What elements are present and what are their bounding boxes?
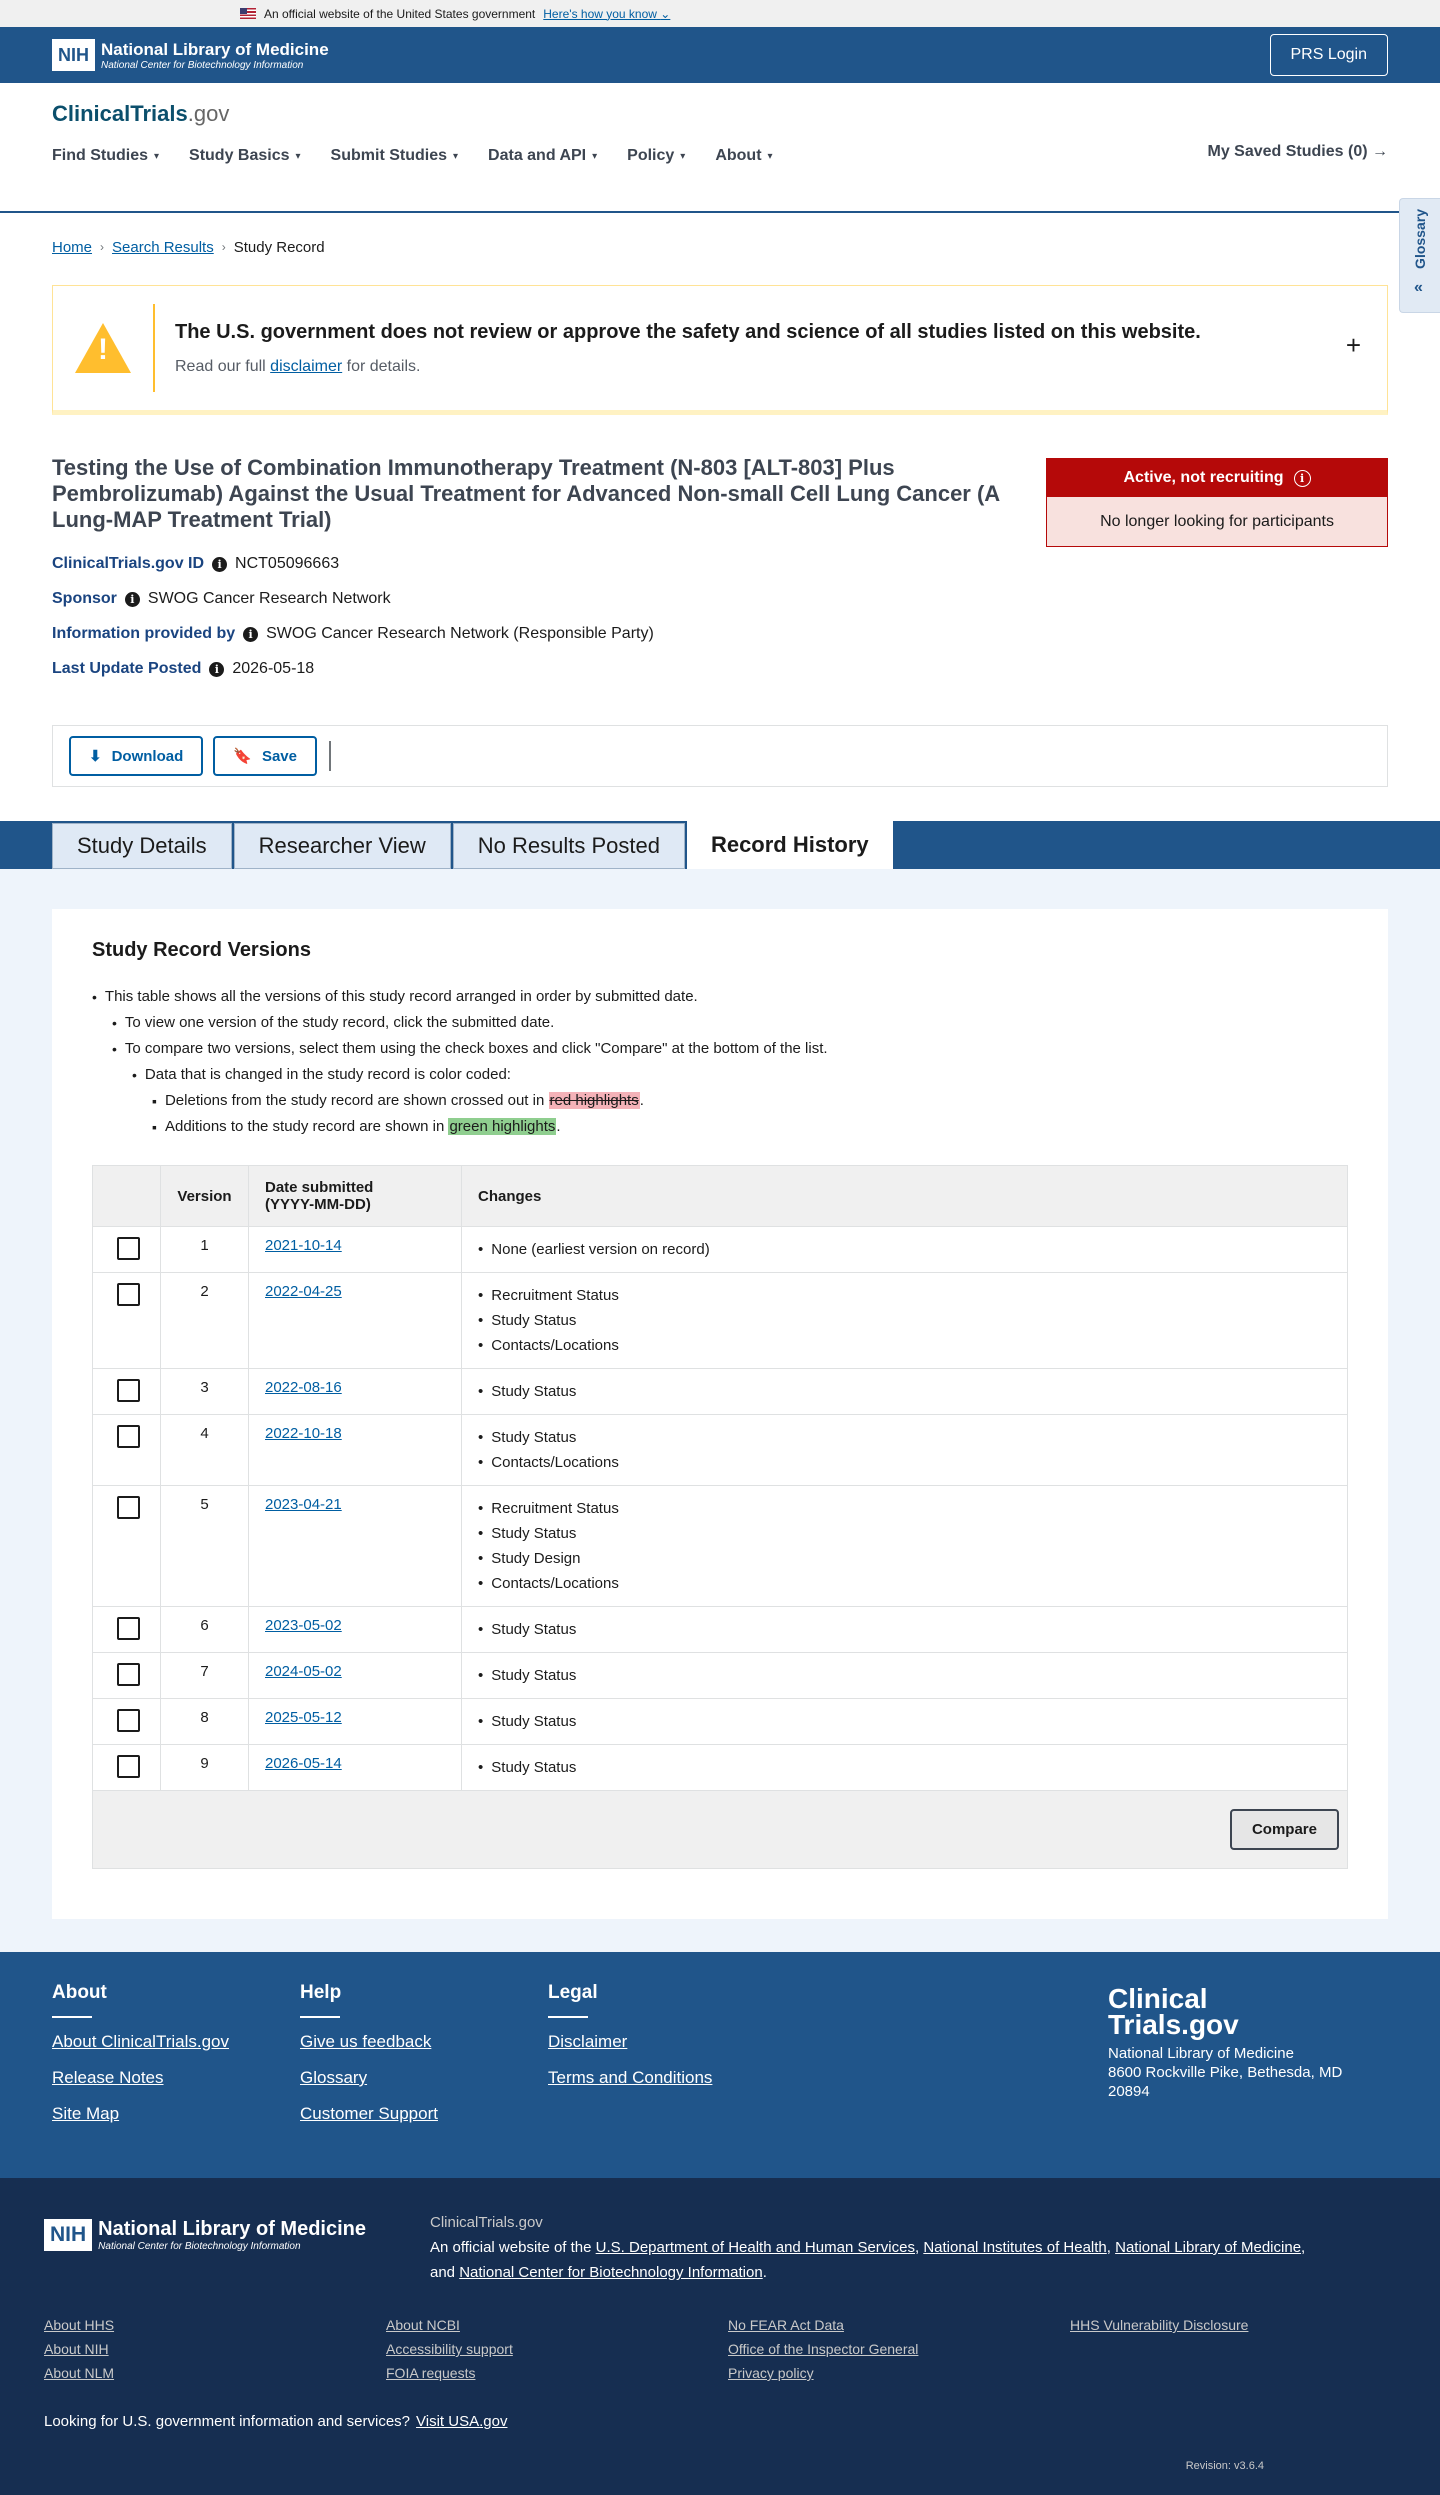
- footer-brand: [1108, 1983, 1343, 2101]
- footer-link-about[interactable]: About ClinicalTrials.gov: [52, 2032, 229, 2051]
- version-checkbox[interactable]: [117, 1709, 140, 1732]
- version-date-link[interactable]: 2022-04-25: [265, 1283, 342, 1300]
- change-item: • Study Status: [478, 1667, 577, 1684]
- warning-icon: !: [75, 323, 131, 373]
- link-foia[interactable]: FOIA requests: [386, 2365, 476, 2381]
- status-subtext: No longer looking for participants: [1047, 497, 1387, 546]
- how-you-know-link[interactable]: Here's how you know ⌄: [543, 6, 671, 21]
- save-button[interactable]: 🔖 Save: [213, 736, 317, 776]
- info-icon[interactable]: i: [1294, 470, 1311, 487]
- changes-cell: [462, 1486, 1348, 1607]
- download-icon: ⬇: [89, 748, 102, 765]
- saved-studies-link[interactable]: My Saved Studies (0) →: [1207, 143, 1388, 160]
- version-cell: 2: [161, 1273, 249, 1369]
- version-date-link[interactable]: 2022-08-16: [265, 1379, 342, 1396]
- info-icon[interactable]: i: [243, 627, 258, 642]
- changes-cell: [462, 1607, 1348, 1653]
- select-cell: [93, 1486, 161, 1607]
- change-item: • Study Status: [478, 1383, 577, 1400]
- link-accessibility[interactable]: Accessibility support: [386, 2341, 513, 2357]
- chevron-down-icon: ▾: [154, 150, 160, 162]
- chevron-down-icon: ▾: [592, 150, 598, 162]
- study-header: [0, 415, 1440, 695]
- version-column-header: Version: [161, 1166, 249, 1227]
- date-cell: [249, 1369, 462, 1415]
- main-nav: [52, 147, 1388, 165]
- change-item: • Study Status: [478, 1759, 577, 1776]
- version-checkbox[interactable]: [117, 1379, 140, 1402]
- link-no-fear[interactable]: No FEAR Act Data: [728, 2317, 844, 2333]
- divider: [329, 741, 331, 771]
- chevron-right-icon: ›: [221, 240, 226, 254]
- alert-title: The U.S. government does not review or approve the safety and science of all studies listed on this website.: [175, 320, 1201, 343]
- gov-banner: [0, 0, 1440, 27]
- version-date-link[interactable]: 2025-05-12: [265, 1709, 342, 1726]
- chevron-down-icon: ▾: [295, 150, 301, 162]
- changes-cell: [462, 1415, 1348, 1486]
- changes-column-header: Changes: [462, 1166, 1348, 1227]
- nih-header: [0, 27, 1440, 83]
- sponsor-label: Sponsor: [52, 590, 117, 607]
- change-item: • Study Status: [478, 1312, 577, 1329]
- nih-logo[interactable]: [52, 39, 329, 71]
- version-checkbox[interactable]: [117, 1663, 140, 1686]
- changes-cell: [462, 1227, 1348, 1273]
- select-cell: [93, 1699, 161, 1745]
- select-cell: [93, 1607, 161, 1653]
- link-privacy[interactable]: Privacy policy: [728, 2365, 814, 2381]
- nav-submit-studies[interactable]: Submit Studies ▾: [330, 147, 459, 164]
- change-item: • Study Status: [478, 1525, 577, 1542]
- version-cell: 9: [161, 1745, 249, 1791]
- us-flag-icon: [240, 8, 256, 19]
- link-inspector-general[interactable]: Office of the Inspector General: [728, 2341, 919, 2357]
- footer-link-disclaimer[interactable]: Disclaimer: [548, 2032, 628, 2051]
- info-icon[interactable]: i: [209, 662, 224, 677]
- versions-card: [52, 909, 1388, 1919]
- record-tabs: [0, 821, 1440, 869]
- date-cell: [249, 1273, 462, 1369]
- change-item: • Study Design: [478, 1550, 581, 1567]
- version-cell: 7: [161, 1653, 249, 1699]
- disclaimer-alert: [52, 285, 1388, 415]
- hhs-link[interactable]: U.S. Department of Health and Human Services: [595, 2239, 915, 2256]
- footer-legal-title: Legal: [548, 1982, 598, 2003]
- double-chevron-left-icon: «: [1414, 279, 1423, 296]
- table-row: [93, 1486, 1348, 1607]
- revision: Revision: v3.6.4: [1185, 2460, 1264, 2472]
- version-checkbox[interactable]: [117, 1755, 140, 1778]
- footer-link-release-notes[interactable]: Release Notes: [52, 2068, 164, 2087]
- table-row: [93, 1227, 1348, 1273]
- disclaimer-link[interactable]: disclaimer: [270, 357, 343, 375]
- version-cell: 3: [161, 1369, 249, 1415]
- record-history-section: [0, 869, 1440, 1952]
- footer-link-support[interactable]: Customer Support: [300, 2104, 438, 2123]
- green-highlight-sample: green highlights: [449, 1118, 556, 1135]
- select-cell: [93, 1653, 161, 1699]
- gov-banner-text: An official website of the United States government: [264, 6, 536, 21]
- version-date-link[interactable]: 2023-05-02: [265, 1617, 342, 1634]
- select-cell: [93, 1415, 161, 1486]
- compare-button[interactable]: Compare: [1230, 1809, 1339, 1850]
- footer-logo[interactable]: Clinical Trials.gov: [1108, 1983, 1239, 2040]
- tab-no-results[interactable]: No Results Posted: [453, 823, 685, 869]
- nav-find-studies[interactable]: Find Studies ▾: [52, 147, 160, 164]
- change-item: • Contacts/Locations: [478, 1454, 619, 1471]
- nih-sub: National Center for Biotechnology Information: [101, 59, 304, 71]
- chevron-down-icon: ▾: [453, 150, 459, 162]
- table-row: [93, 1699, 1348, 1745]
- footer-nlm-logo[interactable]: NIH National Library of Medicine National Center for Biotechnology Information: [44, 2218, 366, 2252]
- table-row: [93, 1273, 1348, 1369]
- version-cell: 5: [161, 1486, 249, 1607]
- nih-link[interactable]: National Institutes of Health: [923, 2239, 1107, 2256]
- table-row: [93, 1415, 1348, 1486]
- date-cell: [249, 1486, 462, 1607]
- nav-study-basics[interactable]: Study Basics ▾: [189, 147, 301, 164]
- change-item: • Study Status: [478, 1429, 577, 1446]
- update-label: Last Update Posted: [52, 660, 202, 677]
- table-footer: [92, 1791, 1348, 1869]
- nlm-link[interactable]: National Library of Medicine: [1115, 2239, 1302, 2256]
- version-cell: 6: [161, 1607, 249, 1653]
- footer-link-feedback[interactable]: Give us feedback: [300, 2032, 432, 2051]
- info-icon[interactable]: i: [212, 557, 227, 572]
- date-cell: [249, 1227, 462, 1273]
- id-label: ClinicalTrials.gov ID: [52, 555, 205, 572]
- status-badge: [1046, 458, 1388, 547]
- version-checkbox[interactable]: [117, 1496, 140, 1519]
- status-text: Active, not recruiting: [1123, 469, 1284, 486]
- provided-label: Information provided by: [52, 625, 236, 642]
- ncbi-link[interactable]: National Center for Biotechnology Information: [459, 2264, 763, 2281]
- breadcrumb-search-results[interactable]: Search Results: [112, 238, 214, 256]
- footer-help-title: Help: [300, 1982, 342, 2003]
- prs-login-button[interactable]: PRS Login: [1270, 34, 1389, 76]
- change-item: • Contacts/Locations: [478, 1575, 619, 1592]
- version-date-link[interactable]: 2026-05-14: [265, 1755, 342, 1772]
- table-row: [93, 1369, 1348, 1415]
- bookmark-icon: 🔖: [233, 748, 252, 765]
- breadcrumb-current: Study Record: [233, 238, 325, 256]
- nih-badge: NIH: [52, 39, 95, 71]
- red-highlight-sample: red highlights: [549, 1092, 639, 1109]
- date-cell: [249, 1415, 462, 1486]
- version-checkbox[interactable]: [117, 1617, 140, 1640]
- chevron-down-icon: ▾: [680, 150, 686, 162]
- version-cell: 4: [161, 1415, 249, 1486]
- change-item: • Contacts/Locations: [478, 1337, 619, 1354]
- date-cell: [249, 1607, 462, 1653]
- changes-cell: [462, 1273, 1348, 1369]
- glossary-tab[interactable]: Glossary «: [1399, 198, 1440, 313]
- chevron-down-icon: ⌄: [660, 6, 671, 21]
- change-item: • None (earliest version on record): [478, 1241, 710, 1258]
- changes-cell: [462, 1699, 1348, 1745]
- usa-gov-link[interactable]: Visit USA.gov: [416, 2413, 508, 2430]
- chevron-down-icon: ▾: [767, 150, 773, 162]
- link-about-ncbi[interactable]: About NCBI: [386, 2317, 460, 2333]
- select-cell: [93, 1745, 161, 1791]
- versions-notes: • This table shows all the versions of this study record arranged in order by submitted date. • To view one version of the study record, click the submitted date. • To compare two versions, select them using the check boxes and click "Compare" at the bottom of the list. • Data that is changed in the study record is color coded: ▪ Deletions from the study record are shown crossed out in red highlights. ▪ Additions to the study record are shown in green highlights.: [92, 988, 828, 1135]
- versions-heading: Study Record Versions: [92, 939, 311, 961]
- download-button[interactable]: ⬇ Download: [69, 736, 203, 776]
- chevron-right-icon: ›: [100, 240, 105, 254]
- link-about-nlm[interactable]: About NLM: [44, 2365, 115, 2381]
- select-cell: [93, 1227, 161, 1273]
- update-value: 2026-05-18: [232, 660, 315, 677]
- arrow-right-icon: →: [1372, 143, 1388, 160]
- version-date-link[interactable]: 2023-04-21: [265, 1496, 342, 1513]
- table-row: [93, 1653, 1348, 1699]
- change-item: • Study Status: [478, 1621, 577, 1638]
- study-title: Testing the Use of Combination Immunotherapy Treatment (N-803 [ALT-803] Plus Pembrolizumab) Against the Usual Treatment for Advanced Non-small Cell Lung Cancer (A Lung-MAP Treatment Trial): [52, 455, 1000, 532]
- provided-value: SWOG Cancer Research Network (Responsible Party): [266, 625, 654, 642]
- table-row: [93, 1745, 1348, 1791]
- footer-link-site-map[interactable]: Site Map: [52, 2104, 120, 2123]
- nih-name: National Library of Medicine: [101, 39, 329, 59]
- link-about-nih[interactable]: About NIH: [44, 2341, 109, 2357]
- footer-about-title: About: [52, 1982, 107, 2003]
- versions-table: [92, 1165, 1348, 1791]
- link-about-hhs[interactable]: About HHS: [44, 2317, 115, 2333]
- select-cell: [93, 1369, 161, 1415]
- sponsor-value: SWOG Cancer Research Network: [147, 590, 391, 607]
- site-footer: [0, 1952, 1440, 2178]
- tab-researcher-view[interactable]: Researcher View: [234, 823, 451, 869]
- change-item: • Recruitment Status: [478, 1287, 619, 1304]
- date-cell: [249, 1745, 462, 1791]
- ct-logo[interactable]: ClinicalTrials.gov: [52, 101, 230, 126]
- nav-data-api[interactable]: Data and API ▾: [488, 147, 598, 164]
- nav-about[interactable]: About ▾: [715, 147, 773, 164]
- version-date-link[interactable]: 2024-05-02: [265, 1663, 342, 1680]
- version-checkbox[interactable]: [117, 1283, 140, 1306]
- action-bar: [52, 725, 1388, 787]
- gov-footer: [0, 2178, 1440, 2495]
- breadcrumb: [0, 213, 1440, 281]
- version-date-link[interactable]: 2021-10-14: [265, 1237, 342, 1254]
- study-id: NCT05096663: [235, 555, 340, 572]
- select-cell: [93, 1273, 161, 1369]
- usa-gov-line: Looking for U.S. government information and services? Visit USA.gov: [44, 2413, 508, 2430]
- gov-links: [44, 2317, 1396, 2381]
- change-item: • Study Status: [478, 1713, 577, 1730]
- official-statement: ClinicalTrials.gov An official website of the U.S. Department of Health and Human Services, National Institutes of Health, National Library of Medicine, and National Center for Biotechnology Information.: [430, 2214, 1306, 2281]
- changes-cell: [462, 1369, 1348, 1415]
- change-item: • Recruitment Status: [478, 1500, 619, 1517]
- version-date-link[interactable]: 2022-10-18: [265, 1425, 342, 1442]
- breadcrumb-home[interactable]: Home: [52, 238, 93, 256]
- expand-plus-icon[interactable]: +: [1345, 330, 1361, 360]
- version-checkbox[interactable]: [117, 1237, 140, 1260]
- nav-policy[interactable]: Policy ▾: [627, 147, 686, 164]
- changes-cell: [462, 1745, 1348, 1791]
- info-icon[interactable]: i: [125, 592, 140, 607]
- date-column-header: Date submitted (YYYY-MM-DD): [249, 1166, 462, 1227]
- footer-address: National Library of Medicine 8600 Rockville Pike, Bethesda, MD 20894: [1108, 2045, 1343, 2100]
- version-cell: 8: [161, 1699, 249, 1745]
- link-vulnerability[interactable]: HHS Vulnerability Disclosure: [1070, 2317, 1249, 2333]
- version-checkbox[interactable]: [117, 1425, 140, 1448]
- footer-link-terms[interactable]: Terms and Conditions: [548, 2068, 713, 2087]
- date-cell: [249, 1653, 462, 1699]
- date-cell: [249, 1699, 462, 1745]
- alert-text: Read our full disclaimer for details.: [175, 357, 421, 375]
- footer-link-glossary[interactable]: Glossary: [300, 2068, 368, 2087]
- tab-record-history[interactable]: Record History: [687, 821, 893, 869]
- version-cell: 1: [161, 1227, 249, 1273]
- changes-cell: [462, 1653, 1348, 1699]
- select-column-header: [93, 1166, 161, 1227]
- tab-study-details[interactable]: Study Details: [52, 823, 232, 869]
- table-row: [93, 1607, 1348, 1653]
